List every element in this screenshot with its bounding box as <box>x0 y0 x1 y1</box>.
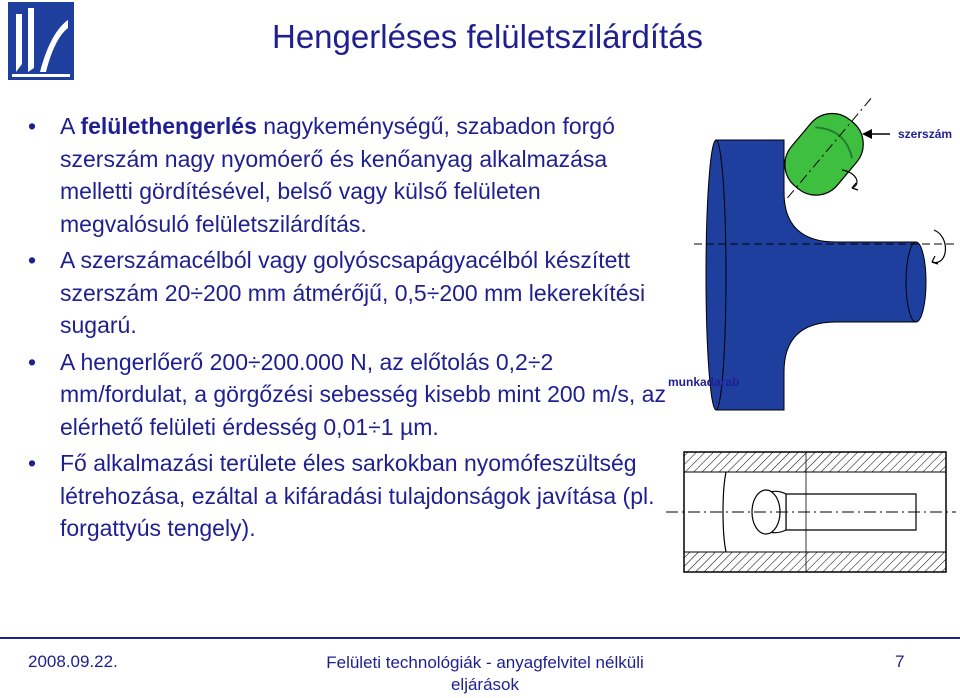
bullet-dot: • <box>28 113 37 139</box>
bullet-text: A szerszámacélból vagy golyóscsapágyacélból készített szerszám 20÷200 mm átmérőjű, 0,5÷200 mm lekerekítési sugarú. <box>60 247 646 338</box>
bullet-bold-term: felülethengerlés <box>80 113 257 139</box>
tool-label: szerszám <box>898 127 953 141</box>
footer-title: Felületi technológiák - anyagfelvitel nélküli eljárások <box>326 653 644 694</box>
bullet-dot: • <box>28 247 37 273</box>
bullet-item <box>28 110 668 240</box>
institution-logo <box>8 2 74 80</box>
bullet-dot: • <box>28 450 37 476</box>
footer-date: 2008.09.22. <box>28 652 118 671</box>
bullet-item <box>28 244 668 342</box>
inner-surface-drawing <box>666 452 956 572</box>
bullet-text: A <box>60 113 81 139</box>
page-number: 7 <box>895 652 905 671</box>
bullet-text: nagykeménységű, szabadon forgó szerszám nagy nyomóerő és kenőanyag alkalmazása melletti gördítésével, belső vagy külső felületen megvalósuló felületszilárdítás. <box>60 113 615 237</box>
rolling-diagram <box>666 92 956 582</box>
bullet-item <box>28 346 668 444</box>
bullet-item <box>28 447 668 545</box>
bullet-text: A hengerlőerő 200÷200.000 N, az előtolás 0,2÷2 mm/fordulat, a görgőzési sebesség kisebb mint 200 m/s, az elérhető felületi érdesség 0,01÷1 µm. <box>60 348 666 440</box>
bullet-list <box>28 110 668 549</box>
footer-divider <box>0 637 960 639</box>
page-title: Hengerléses felületszilárdítás <box>272 18 704 55</box>
bullet-dot: • <box>28 348 37 375</box>
workpiece-label: munkadarab <box>668 375 740 389</box>
bullet-text: Fő alkalmazási területe éles sarkokban nyomófeszültség létrehozása, ezáltal a kifáradási tulajdonságok javítása (pl. forgattyús tengely). <box>60 450 655 541</box>
